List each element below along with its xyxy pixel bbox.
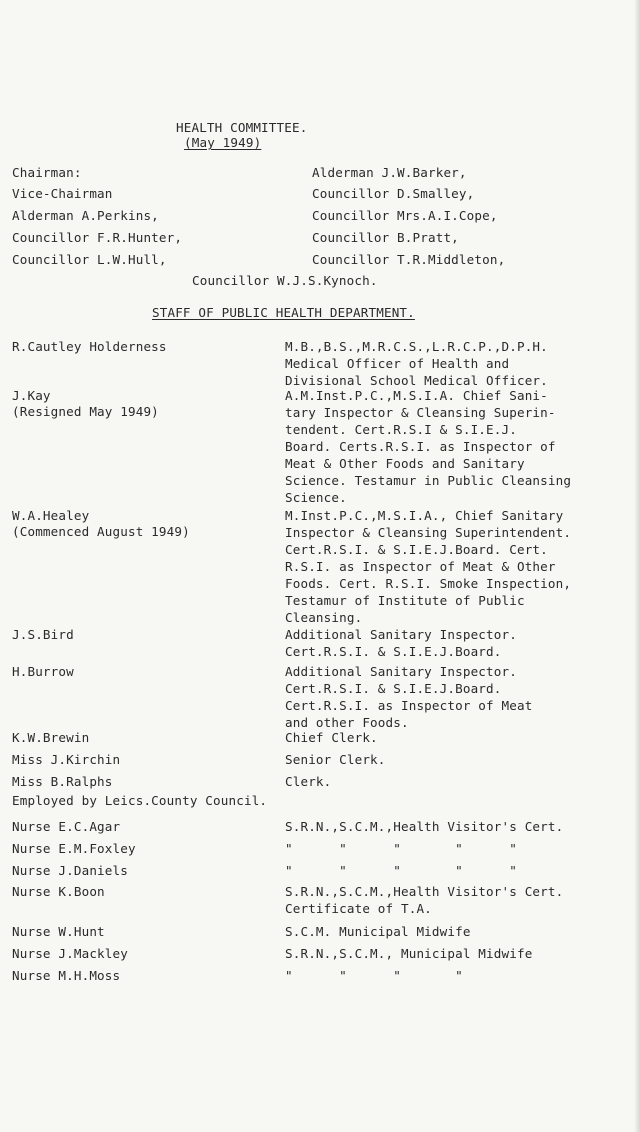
nurse-name: Nurse J.Mackley xyxy=(12,946,128,961)
nurse-name: Nurse M.H.Moss xyxy=(12,968,121,983)
member-left: Councillor L.W.Hull, xyxy=(12,252,167,267)
nurse-name: Nurse E.M.Foxley xyxy=(12,841,136,856)
vice-chairman-name: Councillor D.Smalley, xyxy=(312,186,475,201)
chairman-label: Chairman: xyxy=(12,165,82,180)
member-last: Councillor W.J.S.Kynoch. xyxy=(192,273,378,288)
nurse-qualifications: S.R.N.,S.C.M.,Health Visitor's Cert. Certificate of T.A. xyxy=(285,884,564,916)
member-right: Councillor T.R.Middleton, xyxy=(312,252,506,267)
staff-note: (Commenced August 1949) xyxy=(12,524,190,539)
chairman-name: Alderman J.W.Barker, xyxy=(312,165,467,180)
vice-chairman-label: Vice-Chairman xyxy=(12,186,113,201)
member-right: Councillor Mrs.A.I.Cope, xyxy=(312,208,498,223)
county-heading: Employed by Leics.County Council. xyxy=(12,793,268,808)
staff-note: (Resigned May 1949) xyxy=(12,404,159,419)
member-left: Alderman A.Perkins, xyxy=(12,208,159,223)
staff-name: Miss J.Kirchin xyxy=(12,752,121,767)
page-edge-shadow xyxy=(634,0,640,1132)
staff-name: Miss B.Ralphs xyxy=(12,774,113,789)
staff-name: H.Burrow xyxy=(12,664,74,679)
member-right: Councillor B.Pratt, xyxy=(312,230,459,245)
nurse-qualifications: S.C.M. Municipal Midwife xyxy=(285,924,471,939)
nurse-name: Nurse J.Daniels xyxy=(12,863,128,878)
nurse-qualifications: S.R.N.,S.C.M.,Health Visitor's Cert. xyxy=(285,819,564,834)
staff-qualifications: M.Inst.P.C.,M.S.I.A., Chief Sanitary Inspector & Cleansing Superintendent. Cert.R.S.I. & S.I.E.J.Board. Cert. R.S.I. as Inspector of Meat & Other Foods. Cert. R.S.I. Smoke Inspection, Testamur of Institute of Public Cleansing. xyxy=(285,508,572,625)
staff-qualifications: Clerk. xyxy=(285,774,332,789)
nurse-qualifications: " " " " " xyxy=(285,841,517,856)
nurse-qualifications: " " " " " xyxy=(285,863,517,878)
nurse-name: Nurse K.Boon xyxy=(12,884,105,899)
staff-qualifications: Additional Sanitary Inspector. Cert.R.S.I. & S.I.E.J.Board. Cert.R.S.I. as Inspector of Meat and other Foods. xyxy=(285,664,533,730)
staff-name: J.S.Bird xyxy=(12,627,74,642)
nurse-qualifications: S.R.N.,S.C.M., Municipal Midwife xyxy=(285,946,533,961)
staff-heading: STAFF OF PUBLIC HEALTH DEPARTMENT. xyxy=(152,305,415,320)
committee-title: HEALTH COMMITTEE. xyxy=(176,120,308,135)
member-left: Councillor F.R.Hunter, xyxy=(12,230,183,245)
staff-qualifications: Additional Sanitary Inspector. Cert.R.S.I. & S.I.E.J.Board. xyxy=(285,627,517,659)
nurse-name: Nurse W.Hunt xyxy=(12,924,105,939)
staff-qualifications: A.M.Inst.P.C.,M.S.I.A. Chief Sani- tary Inspector & Cleansing Superin- tendent. Cert.R.S.I & S.I.E.J. Board. Certs.R.S.I. as Inspector of Meat & Other Foods and Sanitary Science. Testamur in Public Cleansing Science. xyxy=(285,388,572,505)
staff-name: J.Kay xyxy=(12,388,51,403)
nurse-name: Nurse E.C.Agar xyxy=(12,819,121,834)
staff-name: R.Cautley Holderness xyxy=(12,339,167,354)
committee-date: (May 1949) xyxy=(184,135,262,150)
staff-name: W.A.Healey xyxy=(12,508,90,523)
staff-name: K.W.Brewin xyxy=(12,730,90,745)
staff-qualifications: M.B.,B.S.,M.R.C.S.,L.R.C.P.,D.P.H. Medical Officer of Health and Divisional School Medical Officer. xyxy=(285,339,548,388)
staff-qualifications: Chief Clerk. xyxy=(285,730,378,745)
nurse-qualifications: " " " " xyxy=(285,968,463,983)
staff-qualifications: Senior Clerk. xyxy=(285,752,386,767)
